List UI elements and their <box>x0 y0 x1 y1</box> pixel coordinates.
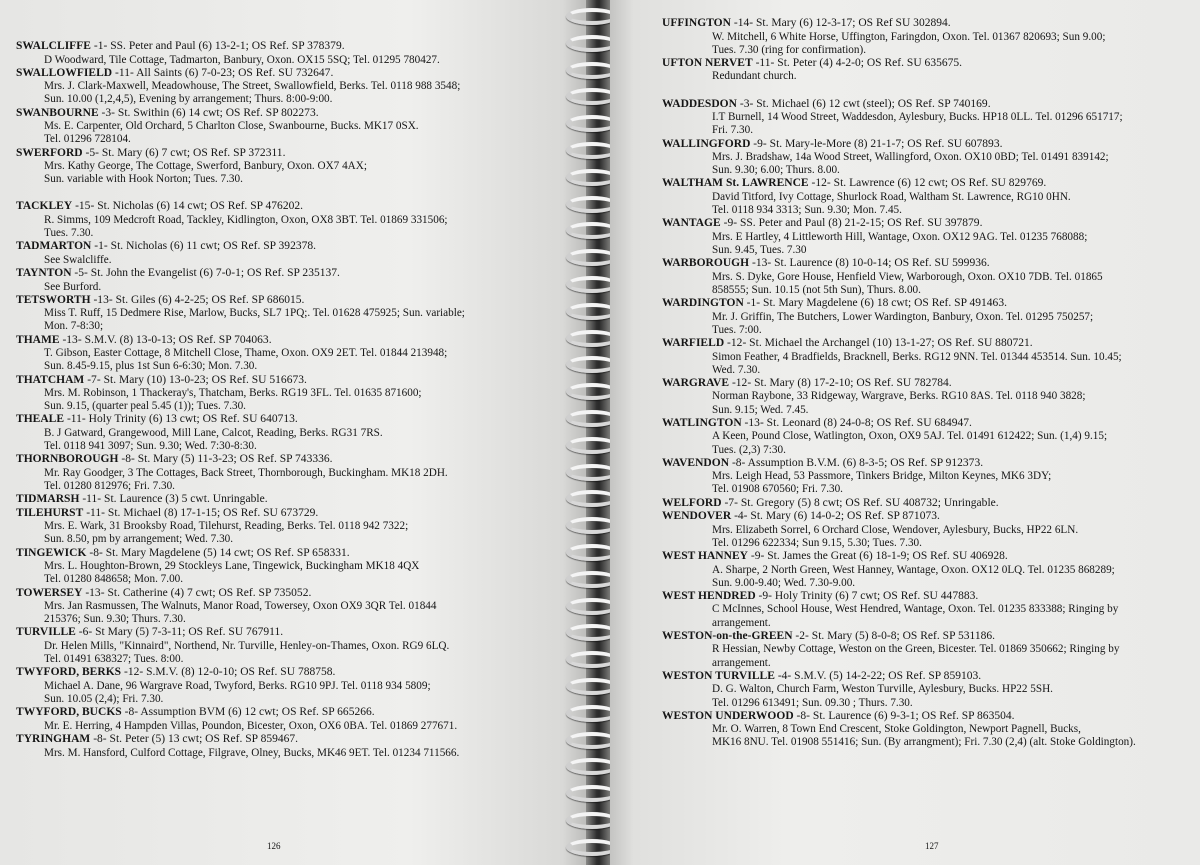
directory-entry <box>16 413 578 453</box>
contact-line: Mrs. J. Clark-Maxwell, Meadowhouse, The Street, Swallowfield, Berks. Tel. 0118 988 3548; <box>44 80 461 93</box>
place-name: WESTON TURVILLE <box>662 669 775 682</box>
directory-entry <box>16 666 578 706</box>
contact-line: Mrs. M. Robinson, 1 Thackeray's, Thatcham, Berks. RG19 3FL. Tel. 01635 871600; <box>44 387 422 400</box>
place-name: WELFORD <box>662 496 722 509</box>
directory-entry <box>662 17 1190 57</box>
contact-line: C McInnes, School House, West Hendred, Wantage, Oxon. Tel. 01235 833388; Ringing by <box>712 603 1119 616</box>
left-page <box>0 0 586 865</box>
entry-heading <box>16 240 578 254</box>
contact-line: Mrs. Kathy George, The Cottage, Swerford, Banbury, Oxon. OX7 4AX; <box>44 160 367 173</box>
place-name: TILEHURST <box>16 506 84 519</box>
contact-line: A Keen, Pound Close, Watlington, Oxon, OX9 5AJ. Tel. 01491 612422; Sun. (1,4) 9.15; <box>712 430 1108 443</box>
contact-line: Tues. 7.30 (ring for confirmation). <box>712 43 867 56</box>
tower-details: -3- St. Swithin (6) 14 cwt; OS Ref. SP 802273. <box>98 106 319 119</box>
entry-heading <box>16 507 578 521</box>
contact-line: Tel. 01908 670560; Fri. 7.30. <box>712 483 843 496</box>
place-name: WAVENDON <box>662 456 730 469</box>
tower-details: -13- St. Laurence (8) 10-0-14; OS Ref. SU 599936. <box>749 257 990 270</box>
place-name: WENDOVER <box>662 510 732 523</box>
tower-details: -11- All Saints (6) 7-0-23; OS Ref. SU 732647. <box>112 66 334 79</box>
directory-entry <box>16 547 578 587</box>
tower-details: -9- St. James the Great (6) 18-1-9; OS Ref. SU 406928. <box>747 550 1008 563</box>
directory-entry <box>662 217 1190 257</box>
tower-details: -9- St. Mary-le-More (8) 21-1-7; OS Ref. SU 607893. <box>750 137 1003 150</box>
place-name: TADMARTON <box>16 240 92 253</box>
entry-heading <box>16 706 578 720</box>
entry-heading <box>16 666 578 680</box>
entry-heading <box>16 547 578 561</box>
directory-entry <box>662 377 1190 417</box>
contact-line: 215376; Sun. 9.30; Thurs. 7.30. <box>44 613 186 626</box>
contact-line: Michael A. Dane, 96 Wargrave Road, Twyford, Berks. RG10 9PJ. Tel. 0118 934 5809; <box>44 679 431 692</box>
contact-line: Norman Raybone, 33 Ridgeway, Wargrave, Berks. RG10 8AS. Tel. 0118 940 3828; <box>712 390 1086 403</box>
tower-details: -9- Holy Trinity (6) 7 cwt; OS Ref. SU 447883. <box>755 589 979 602</box>
contact-line: Tel. 01280 848658; Mon. 7.00. <box>44 573 184 586</box>
section-gap <box>16 186 578 200</box>
contact-line: Mr. O. Warren, 8 Town End Crescent, Stoke Goldington, Newport Pagnell, Bucks, <box>712 723 1081 736</box>
entry-heading <box>662 57 1190 71</box>
tower-details: -13- St. Catherine (4) 7 cwt; OS Ref. SP 735052. <box>82 586 312 599</box>
place-name: TACKLEY <box>16 200 73 213</box>
entry-heading <box>662 17 1190 31</box>
contact-line: Tel. 01296 622334; Sun 9.15, 5.30; Tues. 7.30. <box>712 536 922 549</box>
tower-details: -11- Holy Trinity (6) 13 cwt; OS Ref. SU 640713. <box>64 413 298 426</box>
entry-heading <box>662 257 1190 271</box>
directory-entry <box>662 590 1190 630</box>
contact-line: Mrs. J. Bradshaw, 14a Wood Street, Wallingford, Oxon. OX10 0BD; Tel. 01491 839142; <box>712 151 1109 164</box>
place-name: WESTON-on-the-GREEN <box>662 629 793 642</box>
contact-line: Mrs. Leigh Head, 53 Passmore, Tinkers Bridge, Milton Keynes, MK6 3DY; <box>712 470 1052 483</box>
directory-entry <box>662 510 1190 550</box>
contact-line: Sun. 10.05 (2,4); Fri. 7.30. <box>44 693 164 706</box>
entry-heading <box>16 267 578 281</box>
directory-entry <box>662 550 1190 590</box>
contact-line: See Swalcliffe. <box>44 253 112 266</box>
tower-details: -1- St. Mary Magdelene (6) 18 cwt; OS Ref. SP 491463. <box>743 297 1007 310</box>
contact-line: D. G. Walton, Church Farm, Weston Turville, Aylesbury, Bucks. HP22 5SH. <box>712 683 1053 696</box>
entry-heading <box>16 40 578 54</box>
entry-heading <box>662 377 1190 391</box>
place-name: TYRINGHAM <box>16 733 91 745</box>
entry-heading <box>662 98 1190 112</box>
place-name: TETSWORTH <box>16 293 91 306</box>
place-name: WARDINGTON <box>662 297 744 310</box>
contact-line: Fri. 7.30. <box>712 124 754 137</box>
tower-details: -1- St. Nicholas (6) 11 cwt; OS Ref. SP 392378. <box>91 240 317 253</box>
contact-line: Tues. 7:00. <box>712 323 762 336</box>
contact-line: Mrs. E Hartley, 4 Littleworth Hill, Wantage, Oxon. OX12 9AG. Tel. 01235 768088; <box>712 230 1088 243</box>
tower-details: -8- St. Peter (5) 13 cwt; OS Ref. SP 859467. <box>90 733 299 745</box>
contact-line: Miss T. Ruff, 15 Dedmere Rise, Marlow, Bucks, SL7 1PQ;. Tel. 01628 475925; Sun. variable; <box>44 307 465 320</box>
tower-details: -1- SS. Peter and Paul (6) 13-2-1; OS Ref. SP 378379. <box>90 40 345 52</box>
place-name: WATLINGTON <box>662 416 742 429</box>
directory-entry <box>662 417 1190 457</box>
place-name: TWYFORD, BERKS <box>16 666 122 679</box>
tower-details: -8- St. Laurence (6) 9-3-1; OS Ref. SP 863504. <box>793 709 1015 722</box>
directory-entry <box>662 670 1190 710</box>
tower-details: -8- Assumption B.V.M. (6) 8-3-5; OS Ref. SP 912373. <box>729 456 984 469</box>
contact-line: I.T Burnell, 14 Wood Street, Waddesdon, Aylesbury, Bucks. HP18 0LL. Tel. 01296 651717; <box>712 111 1123 124</box>
tower-details: -12- St. Michael the Archangel (10) 13-1-27; OS Ref. SU 880721. <box>724 337 1033 350</box>
place-name: THEALE <box>16 413 65 426</box>
place-name: WALTHAM St. LAWRENCE <box>662 177 809 190</box>
tower-details: -5- St. Mary (6) 7 cwt; OS Ref. SP 372311. <box>82 146 286 159</box>
directory-entry <box>16 147 578 187</box>
place-name: SWALCLIFFE <box>16 40 91 52</box>
place-name: WESTON UNDERWOOD <box>662 709 794 722</box>
contact-line: Mrs. L. Houghton-Brown, 29 Stockleys Lane, Tingewick, Buckingham MK18 4QX <box>44 560 420 573</box>
directory-entry <box>16 374 578 414</box>
contact-line: Mrs. Elizabeth Sorrel, 6 Orchard Close, Wendover, Aylesbury, Bucks, HP22 6LN. <box>712 523 1079 536</box>
tower-details: -12- St. Lawrence (6) 12 cwt; OS Ref. SU 829769. <box>808 177 1047 190</box>
contact-line: Wed. 7.30. <box>712 363 761 376</box>
contact-line: MK16 8NU. Tel. 01908 551416; Sun. (By arrangment); Fri. 7.30 (2,4) (alt. Stoke Goldington). <box>712 736 1136 749</box>
contact-line: W. Mitchell, 6 White Horse, Uffington, Faringdon, Oxon. Tel. 01367 820693; Sun 9.00; <box>712 30 1106 43</box>
entry-heading <box>16 587 578 601</box>
directory-entry <box>16 587 578 627</box>
contact-line: Sun. 8.45-9.15, plus 1st Sun 6-6:30; Mon. 7.30. <box>44 360 258 373</box>
tower-details: -7- St. Mary (10) 13-0-23; OS Ref. SU 516673. <box>84 373 307 386</box>
entry-heading <box>16 374 578 388</box>
place-name: TIDMARSH <box>16 493 80 506</box>
entry-heading <box>16 733 578 747</box>
place-name: SWERFORD <box>16 146 83 159</box>
directory-entry <box>16 67 578 107</box>
contact-line: Sun. 10.00 (1,2,4,5), Evening by arrangement; Thurs. 8:00-9:00. <box>44 93 333 106</box>
tower-details: -6- St Mary (5) 7-3-11; OS Ref. SU 767911. <box>75 626 284 639</box>
tower-details: -8- St. Mary Magdelene (5) 14 cwt; OS Ref. SP 658331. <box>86 546 350 559</box>
tower-details: -2- St. Mary (5) 8-0-8; OS Ref. SP 531186. <box>792 629 996 642</box>
entry-heading <box>662 497 1190 511</box>
place-name: THATCHAM <box>16 373 85 386</box>
tower-details: -7- St. Gregory (5) 8 cwt; OS Ref. SU 408732; Unringable. <box>721 496 999 509</box>
directory-entry <box>16 493 578 507</box>
contact-line: R Hessian, Newby Cottage, Weston on the Green, Bicester. Tel. 01869 350662; Ringing by <box>712 643 1120 656</box>
contact-line: A. Sharpe, 2 North Green, West Hanney, Wantage, Oxon. OX12 0LQ. Tel. 01235 868289; <box>712 563 1115 576</box>
contact-line: Tel. 01280 812976; Fri. 7.30. <box>44 480 175 493</box>
contact-line: Tel. 01491 638327; Tues. 8:00. <box>44 653 184 666</box>
entry-heading <box>662 417 1190 431</box>
directory-entry <box>16 294 578 334</box>
entry-list <box>662 17 1190 750</box>
entry-heading <box>662 138 1190 152</box>
place-name: TWYFORD, BUCKS <box>16 706 122 719</box>
directory-entry <box>662 257 1190 297</box>
contact-line: Dr. Helen Mills, "Kinnaird", Northend, Nr. Turville, Henley-on-Thames, Oxon. RG9 6LQ. <box>44 639 450 652</box>
entry-heading <box>662 457 1190 471</box>
entry-heading <box>662 217 1190 231</box>
directory-entry <box>662 457 1190 497</box>
entry-heading <box>16 200 578 214</box>
contact-line: arrangement. <box>712 616 771 629</box>
entry-heading <box>662 670 1190 684</box>
entry-heading <box>16 147 578 161</box>
entry-heading <box>16 453 578 467</box>
tower-details: -15- St. Nicholas (6) 14 cwt; OS Ref. SP 476202. <box>72 200 304 213</box>
tower-details: -11- St. Peter (4) 4-2-0; OS Ref. SU 635675. <box>752 56 963 69</box>
place-name: THAME <box>16 333 60 346</box>
directory-entry <box>662 98 1190 138</box>
entry-heading <box>16 334 578 348</box>
entry-heading <box>16 626 578 640</box>
directory-entry <box>662 297 1190 337</box>
directory-entry <box>662 630 1190 670</box>
contact-line: Sun. 9.15; Wed. 7.45. <box>712 403 809 416</box>
contact-line: Tel. 0118 934 3313; Sun. 9.30; Mon. 7.45. <box>712 204 902 217</box>
directory-entry <box>16 733 578 760</box>
tower-details: -11- St. Laurence (3) 5 cwt. Unringable. <box>79 493 268 506</box>
directory-entry <box>16 267 578 294</box>
place-name: TAYNTON <box>16 267 72 280</box>
tower-details: -4- S.M.V. (5) 14-2-22; OS Ref. SP 859103. <box>774 669 982 682</box>
place-name: WARGRAVE <box>662 376 730 389</box>
contact-line: Mrs. E. Wark, 31 Brooksby Road, Tilehurst, Reading, Berks. Tel. 0118 942 7322; <box>44 520 409 533</box>
tower-details: -4- St. Mary (6) 14-0-2; OS Ref. SP 871073. <box>731 510 940 523</box>
tower-details: -14- St. Mary (6) 12-3-17; OS Ref SU 302894. <box>730 17 951 29</box>
entry-heading <box>16 493 578 507</box>
entry-heading <box>662 590 1190 604</box>
tower-details: -12- S.M.V. (8) 12-0-10; OS Ref. SU 788758. <box>121 666 336 679</box>
contact-line: See Burford. <box>44 280 102 293</box>
entry-heading <box>16 67 578 81</box>
contact-line: Simon Feather, 4 Bradfields, Bracknell, Berks. RG12 9NN. Tel. 01344 453514. Sun. 10.45; <box>712 350 1122 363</box>
tower-details: -8- St. Mary (5) 11-3-23; OS Ref. SP 743336. <box>118 453 333 466</box>
contact-line: Mon. 7-8:30; <box>44 320 104 333</box>
contact-line: Mrs. S. Dyke, Gore House, Henfield View, Warborough, Oxon. OX10 7DB. Tel. 01865 <box>712 270 1103 283</box>
tower-details: -5- St. John the Evangelist (6) 7-0-1; OS Ref. SP 235137. <box>71 267 340 280</box>
place-name: SWALLOWFIELD <box>16 66 113 79</box>
entry-heading <box>662 550 1190 564</box>
directory-entry <box>16 200 578 240</box>
directory-entry <box>16 240 578 267</box>
contact-line: R. Simms, 109 Medcroft Road, Tackley, Kidlington, Oxon, OX8 3BT. Tel. 01869 331506; <box>44 213 448 226</box>
place-name: WALLINGFORD <box>662 137 751 150</box>
place-name: WARFIELD <box>662 337 725 350</box>
right-page <box>610 0 1200 865</box>
entry-heading <box>662 630 1190 644</box>
contact-line: Redundant church. <box>712 70 797 83</box>
place-name: WEST HANNEY <box>662 550 748 563</box>
directory-entry <box>16 507 578 547</box>
contact-line: D Woodward, Tile Cottage, Tadmarton, Banbury, Oxon. OX15 5SQ; Tel. 01295 780427. <box>44 53 440 66</box>
tower-details: -9- SS. Peter and Paul (8) 21-2-15; OS Ref. SU 397879. <box>720 217 983 230</box>
tower-details: -3- St. Michael (6) 12 cwt (steel); OS Ref. SP 740169. <box>736 97 991 110</box>
contact-line: B. J Gatward, Grangewood, Mill Lane, Calcot, Reading, Berks. RG31 7RS. <box>44 426 383 439</box>
contact-line: Tel. 01296 613491; Sun. 09.30 ; Thurs. 7.30. <box>712 696 913 709</box>
entry-heading <box>662 710 1190 724</box>
directory-entry <box>662 138 1190 178</box>
page-number: 126 <box>267 841 281 851</box>
contact-line: Mr. J. Griffin, The Butchers, Lower Wardington, Banbury, Oxon. Tel. 01295 750257; <box>712 310 1094 323</box>
directory-entry <box>16 626 578 666</box>
tower-details: -12- St. Mary (8) 17-2-10; OS Ref. SU 782784. <box>729 376 952 389</box>
contact-line: arrangement. <box>712 656 771 669</box>
contact-line: Mrs. M. Hansford, Culford Cottage, Filgrave, Olney, Bucks, MK46 9ET. Tel. 01234 711566. <box>44 746 460 759</box>
contact-line: Mr. E. Herring, 4 Hampden Villas, Poundon, Bicester, Oxon, OX6 0BA. Tel. 01869 277671. <box>44 719 458 732</box>
directory-entry <box>16 107 578 147</box>
section-gap <box>662 84 1190 98</box>
tower-details: -8- Assumption BVM (6) 12 cwt; OS Ref. SP 665266. <box>121 706 375 719</box>
entry-heading <box>16 294 578 308</box>
page-number: 127 <box>925 841 939 851</box>
place-name: WANTAGE <box>662 217 721 230</box>
directory-entry <box>16 453 578 493</box>
entry-heading <box>662 510 1190 524</box>
entry-heading <box>16 107 578 121</box>
entry-list <box>16 40 578 760</box>
place-name: SWANBOURNE <box>16 106 99 119</box>
entry-heading <box>662 337 1190 351</box>
contact-line: David Titford, Ivy Cottage, Shurlock Road, Waltham St. Lawrence, RG10 0HN. <box>712 190 1071 203</box>
place-name: TOWERSEY <box>16 586 83 599</box>
directory-entry <box>662 710 1190 750</box>
place-name: TINGEWICK <box>16 546 87 559</box>
directory-entry <box>662 177 1190 217</box>
contact-line: 858555; Sun. 10.15 (not 5th Sun), Thurs. 8.00. <box>712 283 921 296</box>
entry-heading <box>662 297 1190 311</box>
contact-line: T. Gibson, Easter Cottage, 8 Mitchell Close, Thame, Oxon. OX9 2ET. Tel. 01844 213948; <box>44 347 448 360</box>
contact-line: Sun. 9.00-9.40; Wed. 7.30-9.00. <box>712 576 856 589</box>
tower-details: -13- St. Giles (6) 4-2-25; OS Ref. SP 686015. <box>90 293 305 306</box>
contact-line: Ms. E. Carpenter, Old Orchard, 5 Charlton Close, Swanbourne, Bucks. MK17 0SX. <box>44 120 419 133</box>
place-name: UFFINGTON <box>662 17 731 29</box>
contact-line: Tues. 7.30. <box>44 227 94 240</box>
contact-line: Sun. variable with Hook Norton; Tues. 7.30. <box>44 173 243 186</box>
contact-line: Tel. 0118 941 3097; Sun. 9.30; Wed. 7:30-8:30. <box>44 440 257 453</box>
place-name: UFTON NERVET <box>662 56 753 69</box>
place-name: WARBOROUGH <box>662 257 750 270</box>
directory-entry <box>16 334 578 374</box>
tower-details: -11- St. Michael (8) 17-1-15; OS Ref. SU 673729. <box>83 506 319 519</box>
place-name: TURVILLE <box>16 626 76 639</box>
directory-entry <box>662 337 1190 377</box>
entry-heading <box>662 177 1190 191</box>
tower-details: -13- S.M.V. (8) 13-0-13; OS Ref. SP 704063. <box>59 333 272 346</box>
directory-entry <box>16 40 578 67</box>
contact-line: Sun. 9.30; 6.00; Thurs. 8.00. <box>712 164 840 177</box>
contact-line: Sun. 9.45, Tues. 7.30 <box>712 244 807 257</box>
contact-line: Sun. 9.15, (quarter peal 5.45 (1)); Tues. 7.30. <box>44 400 246 413</box>
tower-details: -13- St. Leonard (8) 24-0-8; OS Ref. SU 684947. <box>741 416 972 429</box>
place-name: WADDESDON <box>662 97 737 110</box>
directory-entry <box>662 497 1190 511</box>
directory-entry <box>662 57 1190 84</box>
directory-entry <box>16 706 578 733</box>
place-name: THORNBOROUGH <box>16 453 119 466</box>
contact-line: Tel. 01296 728104. <box>44 133 131 146</box>
entry-heading <box>16 413 578 427</box>
contact-line: Sun. 8.50, pm by arrangement; Wed. 7.30. <box>44 533 234 546</box>
contact-line: Mr. Ray Goodger, 3 The Cottages, Back Street, Thornborough, Buckingham. MK18 2DH. <box>44 466 448 479</box>
contact-line: Mrs. Jan Rasmussen, The Walnuts, Manor Road, Towersey, Oxon OX9 3QR Tel. 01844 <box>44 600 437 613</box>
contact-line: Tues. (2,3) 7:30. <box>712 443 786 456</box>
place-name: WEST HENDRED <box>662 589 756 602</box>
